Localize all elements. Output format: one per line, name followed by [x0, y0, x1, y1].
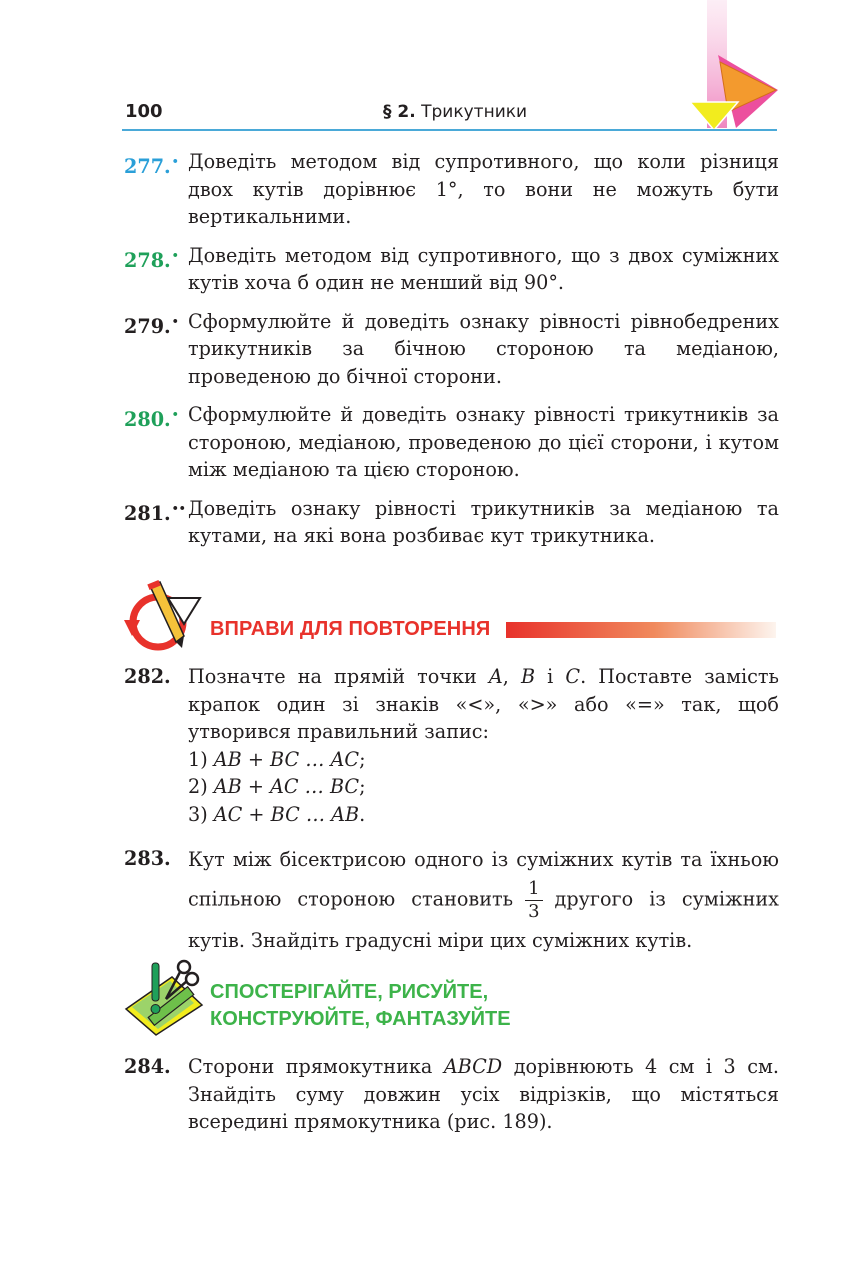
scissors-ruler-icon [122, 957, 206, 1037]
problem-text: Позначте на прямій точки A, B і C. Поставте замість крапок один зі знаків «<», «>» або «=» так, щоб утворився правильний запис: [188, 665, 779, 743]
problem-text: Сторони прямокутника ABCD дорівнюють 4 см і 3 см. Знайдіть суму довжин усіх відрізків, що містяться всередині прямокутника (рис. 189). [188, 1055, 780, 1133]
pencil-compass-icon [122, 578, 206, 653]
sub-item: 3) AC + BC … AB. [188, 802, 366, 826]
triangles-decoration-icon [680, 0, 790, 140]
chapter-title: Трикутники [421, 102, 528, 122]
section-review-heading [122, 578, 782, 653]
problem-number: 284. [124, 1055, 171, 1078]
problem-279 [124, 308, 779, 391]
running-head [383, 102, 527, 122]
fraction: $\frac{1}{3}$ [525, 878, 542, 923]
sub-item: 2) AB + AC … BC; [188, 775, 366, 798]
section-sign: § 2. [383, 102, 416, 122]
problem-280 [124, 401, 779, 484]
page-header [0, 0, 850, 140]
problem-number: 277.• [124, 155, 179, 178]
problem-number: 278.• [124, 248, 179, 272]
section-review-bar [506, 622, 776, 638]
page-number: 100 [125, 101, 163, 122]
problems-top [124, 148, 779, 561]
problem-number: 280.• [124, 408, 179, 431]
problem-number: 281.•• [124, 501, 186, 525]
section-creative-heading [122, 957, 782, 1037]
problem-number: 279.• [124, 314, 179, 338]
problem-282 [124, 663, 779, 828]
section-review-title: ВПРАВИ ДЛЯ ПОВТОРЕННЯ [210, 618, 491, 640]
problem-number: 283. [124, 847, 171, 870]
problem-277 [124, 148, 779, 231]
problem-text: Сформулюйте й доведіть ознаку рівності трикутників за стороною, медіаною, проведеною до цієї сторони, і кутом між медіаною та цією стороною. [188, 403, 779, 481]
sub-item: 1) AB + BC … AC; [188, 747, 366, 771]
problem-text: Сформулюйте й доведіть ознаку рівності рівнобедрених трикутників за бічною стороною та медіаною, проведеною до бічної сторони. [188, 309, 779, 388]
problem-text: Доведіть методом від супротивного, що коли різниця двох кутів дорівнює 1°, то вони не можуть бути вертикальними. [188, 150, 779, 228]
problems-review [124, 663, 779, 970]
problem-281 [124, 495, 779, 550]
problem-278 [124, 242, 779, 297]
problem-284 [124, 1053, 779, 1136]
header-rule [122, 129, 777, 131]
problem-text: Доведіть методом від супротивного, що з двох суміжних кутів хоча б один не менший від 90°. [188, 243, 779, 294]
problem-283 [124, 842, 779, 959]
problem-text: Доведіть ознаку рівності трикутників за медіаною та кутами, на які вона розбиває кут трикутника. [188, 496, 779, 547]
problem-number: 282. [124, 665, 171, 688]
section-creative-title: СПОСТЕРІГАЙТЕ, РИСУЙТЕ, КОНСТРУЮЙТЕ, ФАНТАЗУЙТЕ [210, 981, 511, 1030]
problem-text: Кут між бісектрисою одного із суміжних кутів та їхньою спільною стороною становить $\frac{1}{3}$ другого із суміжних кутів. Знайдіть градусні міри цих суміжних кутів. [188, 848, 780, 952]
problems-creative [124, 1053, 779, 1147]
